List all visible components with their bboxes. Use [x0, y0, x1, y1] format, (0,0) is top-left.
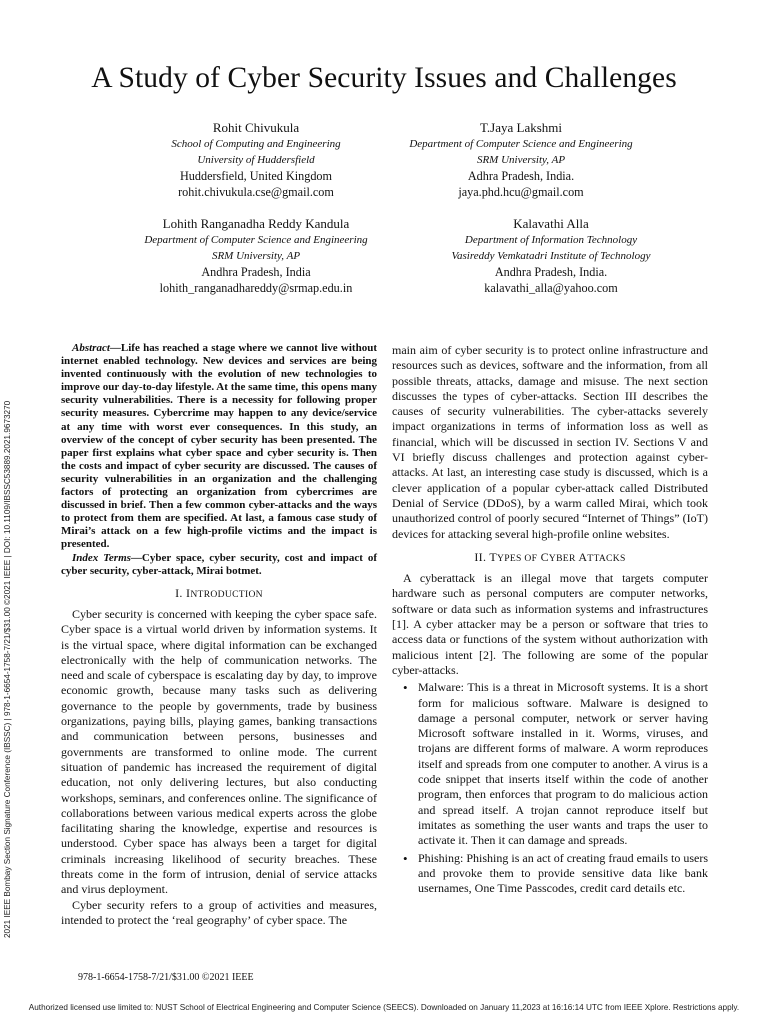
abstract-label: Abstract	[72, 342, 110, 354]
list-item: • Phishing: Phishing is an act of creating fraud emails to users and provoke them to provide sensitive data like bank usernames, One Time Passcodes, credit card details etc.	[418, 851, 708, 897]
author-dept: Department of Computer Science and Engineering	[409, 138, 633, 150]
author-inst: Vasireddy Vemkatadri Institute of Technology	[451, 250, 651, 262]
index-terms-text: —Cyber space, cyber security, cost and impact of cyber security, cyber-attack, Mirai botmet.	[61, 551, 377, 577]
abstract	[61, 342, 377, 578]
author-inst: SRM University, AP	[211, 250, 301, 262]
author-block	[80, 216, 432, 296]
intro-paragraph: Cyber security refers to a group of activities and measures, intended to protect the ‘real geography’ of cyber space. The	[61, 897, 377, 927]
author-name: Kalavathi Alla	[513, 216, 589, 231]
author-location: Andhra Pradesh, India.	[494, 265, 608, 279]
author-dept: Department of Computer Science and Engineering	[144, 234, 368, 246]
author-block	[395, 216, 707, 296]
author-email: rohit.chivukula.cse@gmail.com	[178, 185, 334, 199]
side-doi-banner: 2021 IEEE Bombay Section Signature Conference (IBSSC) | 978-1-6654-1758-7/21/$31.00 ©2021 IEEE | DOI: 10.1109/IBSSC53889.2021.9673270	[3, 400, 12, 938]
author-name: T.Jaya Lakshmi	[479, 120, 563, 135]
author-name: Lohith Ranganadha Reddy Kandula	[162, 216, 350, 231]
author-dept: School of Computing and Engineering	[171, 138, 341, 150]
left-column	[61, 342, 377, 928]
author-email: lohith_ranganadhareddy@srmap.edu.in	[159, 281, 353, 295]
index-terms-label: Index Terms	[72, 551, 131, 564]
attacks-intro-paragraph: A cyberattack is an illegal move that targets computer hardware such as personal computers are computer networks, software or data such as information systems and infrastructures [1]. A cyber attacker may be a person or software that tries to access data or functions of the system without authorization with malicious intent [2]. The following are some of the popular cyber-attacks.	[392, 571, 708, 677]
list-item: • Malware: This is a threat in Microsoft systems. It is a short form for malicious software. Malware is designed to damage a personal computer, network or server having Microsoft software installed in it. Worms, viruses, and trojans are different forms of malware. A worm reproduces itself and spreads from one computer to another. A virus is a code snippet that inserts itself within the code of another program, then enforces that program to do malicious action and spread itself. A trojan cannot reproduce itself but imitates as something the user wants and traps the user to activate it. Then it can damage and spreads.	[418, 680, 708, 848]
intro-continued-paragraph: main aim of cyber security is to protect online infrastructure and resources such as devices, software and the information, from all possible threats, attacks, damage and misuse. The next section discusses the types of cyber-attacks. Section III describes the causes of security vulnerabilities. The cyber-attacks severely impact organizations in terms of information loss as well as financial, which will be discussed in section IV. Sections V and VI briefly discuss challenges and protection against cyber-attacks. At last, an interesting case study is discussed, which is a clever application of a popular cyber-attack called Distributed Denial of Service (DDoS), by a warm called Mirai, which took unauthorized control of poorly secured “Internet of Things” (IoT) devices for attacking several high-profile online websites.	[392, 343, 708, 541]
author-location: Adhra Pradesh, India.	[467, 169, 575, 183]
author-location: Huddersfield, United Kingdom	[180, 169, 332, 183]
paper-title: A Study of Cyber Security Issues and Challenges	[91, 62, 677, 94]
author-name: Rohit Chivukula	[212, 120, 300, 135]
attack-list	[392, 680, 708, 896]
section-heading-types-of-cyber-attacks: II. TYPES OF CYBER ATTACKS	[474, 549, 626, 564]
intro-paragraph: Cyber security is concerned with keeping the cyber space safe. Cyber space is a virtual world driven by information systems. It is the virtual space, where digital information can be exchanged electronically with the help of communication networks. The need and scale of cyberspace is escalating day by day, to improve economic growth, because many tasks such as delivering governance to the people by governments, trade by business organizations, paying bills, playing games, banking transactions and communication between persons, businesses and governments are transformed to online mode. The current situation of pandemic has increased the requirement of digital education, not only delivering lectures, but also conducting workshops, seminars, and conferences online. The significance of collaborations between various medical experts across the globe facilitating sharing the knowledge, expertise and resources is understood. Cyber space has always been a target for digital criminals increasing likelihood of security breaches. These threats come in the form of intrusion, denial of service attacks and virus deployment.	[61, 606, 377, 897]
author-location: Andhra Pradesh, India	[201, 265, 311, 279]
copyright-footer: 978-1-6654-1758-7/21/$31.00 ©2021 IEEE	[78, 972, 254, 983]
abstract-text: —Life has reached a stage where we cannot live without internet enabled technology. New devices and services are being invented continuously with the evolution of new technologies to improve our day-to-day lifestyle. At the same time, this opens many security vulnerabilities. There is a necessity for following proper security measures. Cybercrime may happen to any device/service at any time with worst ever consequences. In this study, an overview of the concept of cyber security has been presented. The paper first explains what cyber space and cyber security is. Then the costs and impact of cyber security are discussed. The causes of security vulnerabilities in an organization and the challenging factors of protecting an organization from cybercrimes are discussed in brief. Then a few common cyber-attacks and the ways to protect from them are specified. At last, a famous case study of Mirai’s attack on a few high-profile victims and the impact is presented.	[61, 342, 377, 551]
section-heading-introduction: I. INTRODUCTION	[175, 585, 263, 600]
license-notice: Authorized licensed use limited to: NUST School of Electrical Engineering and Computer Science (SEECS). Downloaded on January 11,2023 at 16:16:14 UTC from IEEE Xplore. Restrictions apply.	[28, 1003, 740, 1012]
author-email: kalavathi_alla@yahoo.com	[484, 281, 618, 295]
right-column	[392, 343, 708, 896]
author-email: jaya.phd.hcu@gmail.com	[458, 185, 584, 199]
author-dept: Department of Information Technology	[464, 234, 638, 246]
author-inst: SRM University, AP	[476, 154, 566, 166]
author-inst: University of Huddersfield	[197, 154, 315, 166]
author-block	[365, 120, 677, 200]
